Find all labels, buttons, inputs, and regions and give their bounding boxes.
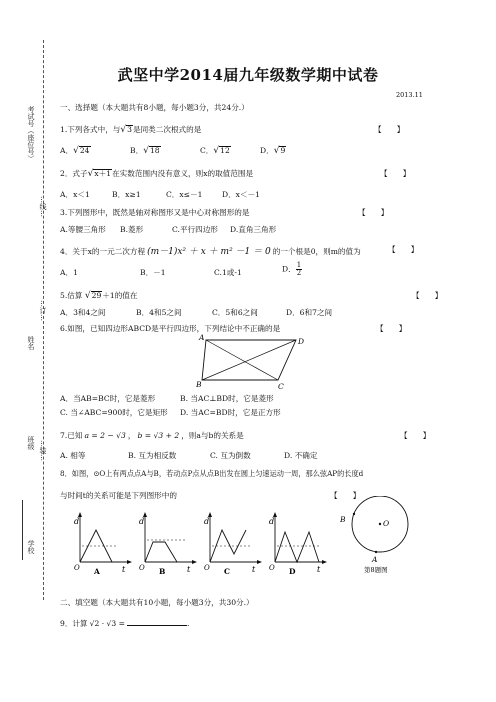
q1-option-c: C．√12 (200, 146, 230, 156)
q8-stem-line-1: 8．如图，⊙O上有两点点A与B，若动点P点从点B出发在圆上匀速运动一周，那么弦AP的长度d (60, 469, 364, 478)
exam-title: 武坚中学2014届九年级数学期中试卷 (117, 66, 379, 84)
point-a (375, 551, 377, 553)
svg-text:t: t (317, 565, 321, 574)
svg-text:t: t (122, 565, 126, 574)
q3-option-d: D.直角三角形 (230, 225, 277, 234)
q1-stem-pre: 1.下列各式中，与 (60, 125, 121, 134)
q6-option-d: D. 当AC=BD时，它是正方形 (180, 408, 281, 417)
side-label-name: 姓名 (27, 336, 35, 350)
q8-answer-bracket: 【 】 (330, 491, 361, 500)
svg-text:d: d (139, 517, 145, 526)
q7-b-expr: b = √3 + 2 (137, 431, 180, 440)
q6-vertex-d: D (298, 337, 305, 346)
svg-text:d: d (74, 517, 80, 526)
q6-option-a: A．当AB=BC时，它是菱形 (60, 394, 156, 403)
q3-option-c: C.平行四边形 (172, 225, 218, 234)
q7-option-c: C. 互为倒数 (210, 451, 251, 460)
circle-label-o: O (383, 519, 390, 528)
q5-option-a: A．3和4之间 (60, 308, 106, 317)
q3-answer-bracket: 【 】 (358, 208, 389, 217)
q2-option-c: C．x≤－1 (166, 190, 203, 199)
graph-d (269, 512, 327, 576)
q4-option-c: C.1或-1 (214, 268, 242, 277)
q4-option-b: B．－1 (140, 268, 166, 277)
q5-option-d: D．6和7之间 (286, 308, 333, 317)
svg-text:t: t (252, 565, 256, 574)
q5-stem-rad: 29 (91, 291, 102, 300)
q4-answer-bracket: 【 】 (388, 245, 419, 254)
q3-stem: 3.下列图形中，既然是轴对称图形又是中心对称图形的是 (60, 208, 250, 217)
side-label-seal-3: …装… (39, 440, 47, 461)
graph-b-label: B (159, 567, 166, 576)
q5-option-b: B．4和5之间 (136, 308, 182, 317)
svg-text:O: O (204, 564, 210, 572)
graph-c (204, 512, 262, 576)
graph-a-label: A (94, 567, 100, 576)
q2-stem-rad: x＋1 (94, 169, 112, 178)
q1-stem: 1.下列各式中，与√3是同类二次根式的是 (60, 125, 202, 135)
q2-option-a: A．x＜1 (60, 190, 90, 199)
figure-8-caption: 第8题图 (364, 566, 388, 574)
svg-text:O: O (74, 564, 80, 572)
q7-option-d: D. 不确定 (284, 451, 318, 460)
side-label-school: 学校 (27, 540, 35, 554)
side-label-class: 班级 (27, 436, 35, 450)
q1-answer-bracket: 【 】 (374, 125, 405, 134)
svg-text:t: t (187, 565, 191, 574)
q4-equation: (m－1)x² ＋ x ＋ m² －1 ＝ 0 (147, 247, 271, 257)
q7-answer-bracket: 【 】 (400, 431, 431, 440)
q8-stem-line-2: 与时间t的关系可能是下列图形中的 (60, 491, 177, 500)
exam-date: 2013.11 (396, 91, 423, 99)
q9-expression: √2 · √3 = (89, 619, 125, 628)
q2-stem: 2．式子√x＋1在实数范围内没有意义，则x的取值范围是 (60, 169, 254, 179)
q7-option-b: B. 互为相反数 (128, 451, 177, 460)
q5-stem: 5.估算 √29＋1的值在 (60, 291, 138, 301)
circle-label-b: B (340, 515, 346, 524)
q2-answer-bracket: 【 】 (380, 169, 411, 178)
q9-answer-blank[interactable] (127, 625, 187, 626)
svg-text:d: d (269, 517, 275, 526)
section-1-heading: 一、选择题（本大题共有8小题，每小题3分，共24分.） (60, 103, 249, 112)
q4-option-d: D． $\frac{1}{2}$ (282, 261, 302, 277)
graph-b (139, 512, 197, 576)
q1-option-d: D．√9 (260, 146, 286, 156)
q7-option-a: A. 相等 (60, 451, 86, 460)
q2-option-b: B．x≥1 (112, 190, 141, 199)
center-o-dot (379, 523, 381, 525)
side-label-seal-1: …线… (39, 196, 47, 217)
q3-option-a: A.等腰三角形 (60, 225, 106, 234)
q6-stem: 6.如图，已知四边形ABCD是平行四边形，下列结论中不正确的是 (60, 324, 281, 333)
q7-a-expr: a = 2 − √3 (84, 431, 126, 440)
q6-vertex-a: A (199, 334, 205, 342)
circle-label-a: A (372, 555, 378, 564)
graph-a (74, 512, 132, 576)
school-write-line (22, 500, 23, 560)
q1-stem-post: 是同类二次根式的是 (133, 125, 202, 134)
q9-stem: 9．计算 √2 · √3 = . (60, 619, 190, 628)
q6-vertex-b: B (196, 380, 202, 389)
q4-stem: 4．关于x的一元二次方程 (m－1)x² ＋ x ＋ m² －1 ＝ 0 的一个根是0，则m的值为 (60, 247, 361, 257)
q6-option-c: C. 当∠ABC=900时，它是矩形 (60, 408, 168, 417)
side-label-seal-2: …订… (39, 300, 47, 321)
q1-option-b: B．√18 (130, 146, 160, 156)
q1-option-a: A．√24 (60, 146, 90, 156)
q2-option-d: D．x＜－1 (222, 190, 260, 199)
q8-graphs (70, 510, 340, 576)
svg-text:O: O (139, 564, 145, 572)
q6-option-b: B. 当AC⊥BD时，它是菱形 (180, 394, 274, 403)
q1-stem-rad: 3 (127, 125, 132, 134)
q7-stem: 7.已知 a = 2 − √3 ， b = √3 + 2 ，则a与b的关系是 (60, 431, 244, 440)
q3-option-b: B.菱形 (120, 225, 144, 234)
point-b (353, 513, 355, 515)
side-label-exam-no: 考试号（座位号） (27, 106, 35, 162)
q6-parallelogram-figure (196, 334, 308, 390)
q6-answer-bracket: 【 】 (376, 324, 407, 333)
q5-option-c: C．5和6之间 (212, 308, 258, 317)
graph-d-label: D (289, 567, 296, 576)
q5-answer-bracket: 【 】 (412, 291, 443, 300)
svg-text:O: O (269, 564, 275, 572)
graph-c-label: C (224, 567, 230, 576)
q4-option-a: A．1 (60, 268, 78, 277)
section-2-heading: 二、填空题（本大题共有10小题，每小题3分，共30分.） (60, 598, 254, 607)
svg-text:d: d (204, 517, 210, 526)
q8-circle-figure (338, 496, 426, 576)
q6-vertex-c: C (278, 382, 284, 390)
